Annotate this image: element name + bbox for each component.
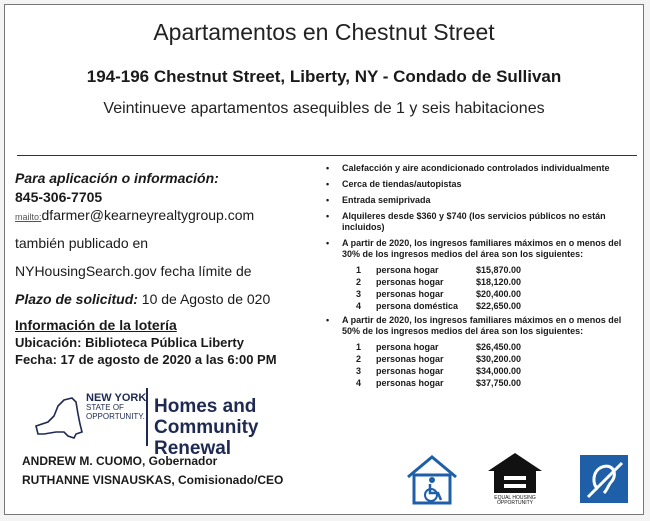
equal-housing-label-1: EQUAL HOUSING	[494, 495, 536, 501]
list-item: 2 personas hogar $18,120.00	[356, 277, 522, 287]
deadline-label: Plazo de solicitud:	[15, 291, 138, 307]
equal-housing-icon	[484, 451, 546, 505]
governor: ANDREW M. CUOMO, Gobernador	[22, 454, 218, 468]
lottery-date: Fecha: 17 de agosto de 2020 a las 6:00 PM	[15, 352, 277, 367]
hcr-wordmark	[154, 396, 324, 459]
email-link[interactable]: dfarmer@kearneyrealtygroup.com	[41, 207, 255, 223]
also-listed: también publicado en	[15, 235, 149, 251]
application-deadline	[15, 291, 315, 307]
list-item: 3 personas hogar $20,400.00	[356, 289, 522, 299]
lottery-heading: Información de la lotería	[15, 317, 177, 333]
list-item: 1 persona hogar $26,450.00	[356, 342, 522, 352]
site-deadline: NYHousingSearch.gov fecha límite de	[15, 263, 252, 279]
ny-state-map-icon	[34, 392, 86, 444]
income-30-text: • A partir de 2020, los ingresos familiares máximos en o menos del 30% de los ingresos medios del área son los siguientes:	[326, 238, 631, 260]
features-section	[326, 163, 631, 392]
commissioner: RUTHANNE VISNAUSKAS, Comisionado/CEO	[22, 473, 284, 487]
list-item: 3 personas hogar $34,000.00	[356, 366, 522, 376]
page-title: Apartamentos en Chestnut Street	[153, 19, 495, 45]
income-30-list	[356, 265, 631, 312]
feature-item: • Alquileres desde $360 y $740 (los servicios públicos no están incluidos)	[326, 211, 631, 233]
equal-housing-label-2: OPPORTUNITY	[496, 500, 534, 505]
ny-wordmark	[86, 394, 146, 421]
list-item: 1 persona hogar $15,870.00	[356, 265, 522, 275]
list-item: 4 personas hogar $37,750.00	[356, 378, 522, 388]
ny-line-1: NEW YORK	[86, 392, 147, 404]
divider	[17, 155, 637, 156]
accessibility-icons	[0, 453, 650, 509]
agency-logo	[34, 388, 324, 459]
mailto-prefix: mailto:	[15, 212, 42, 222]
email-line	[15, 207, 315, 223]
hcr-line-1: Homes and	[154, 396, 257, 417]
income-50-text: • A partir de 2020, los ingresos familiares máximos en o menos del 50% de los ingresos medios del área son los siguientes:	[326, 315, 631, 337]
logo-divider	[146, 388, 148, 446]
address: 194-196 Chestnut Street, Liberty, NY - Condado de Sullivan	[86, 67, 562, 86]
contact-heading: Para aplicación o información:	[15, 170, 219, 186]
deadline-value: 10 de Agosto de 020	[141, 291, 271, 307]
lottery-location: Ubicación: Biblioteca Pública Liberty	[15, 335, 244, 350]
feature-item: • Cerca de tiendas/autopistas	[326, 179, 631, 190]
hearing-assistance-icon	[580, 455, 628, 503]
tagline: Veintinueve apartamentos asequibles de 1 y seis habitaciones	[103, 100, 545, 117]
phone-number: 845-306-7705	[15, 189, 103, 205]
accessible-housing-icon	[404, 453, 460, 505]
list-item: 4 persona doméstica $22,650.00	[356, 301, 522, 311]
ny-line-2: STATE OF	[86, 403, 124, 412]
income-50-list	[356, 342, 631, 389]
hcr-line-2: Community Renewal	[154, 417, 259, 459]
list-item: 2 personas hogar $30,200.00	[356, 354, 522, 364]
ny-line-3: OPPORTUNITY.	[86, 412, 145, 421]
feature-item: • Entrada semiprivada	[326, 195, 631, 206]
feature-item: • Calefacción y aire acondicionado controlados individualmente	[326, 163, 631, 174]
contact-section	[15, 170, 315, 367]
